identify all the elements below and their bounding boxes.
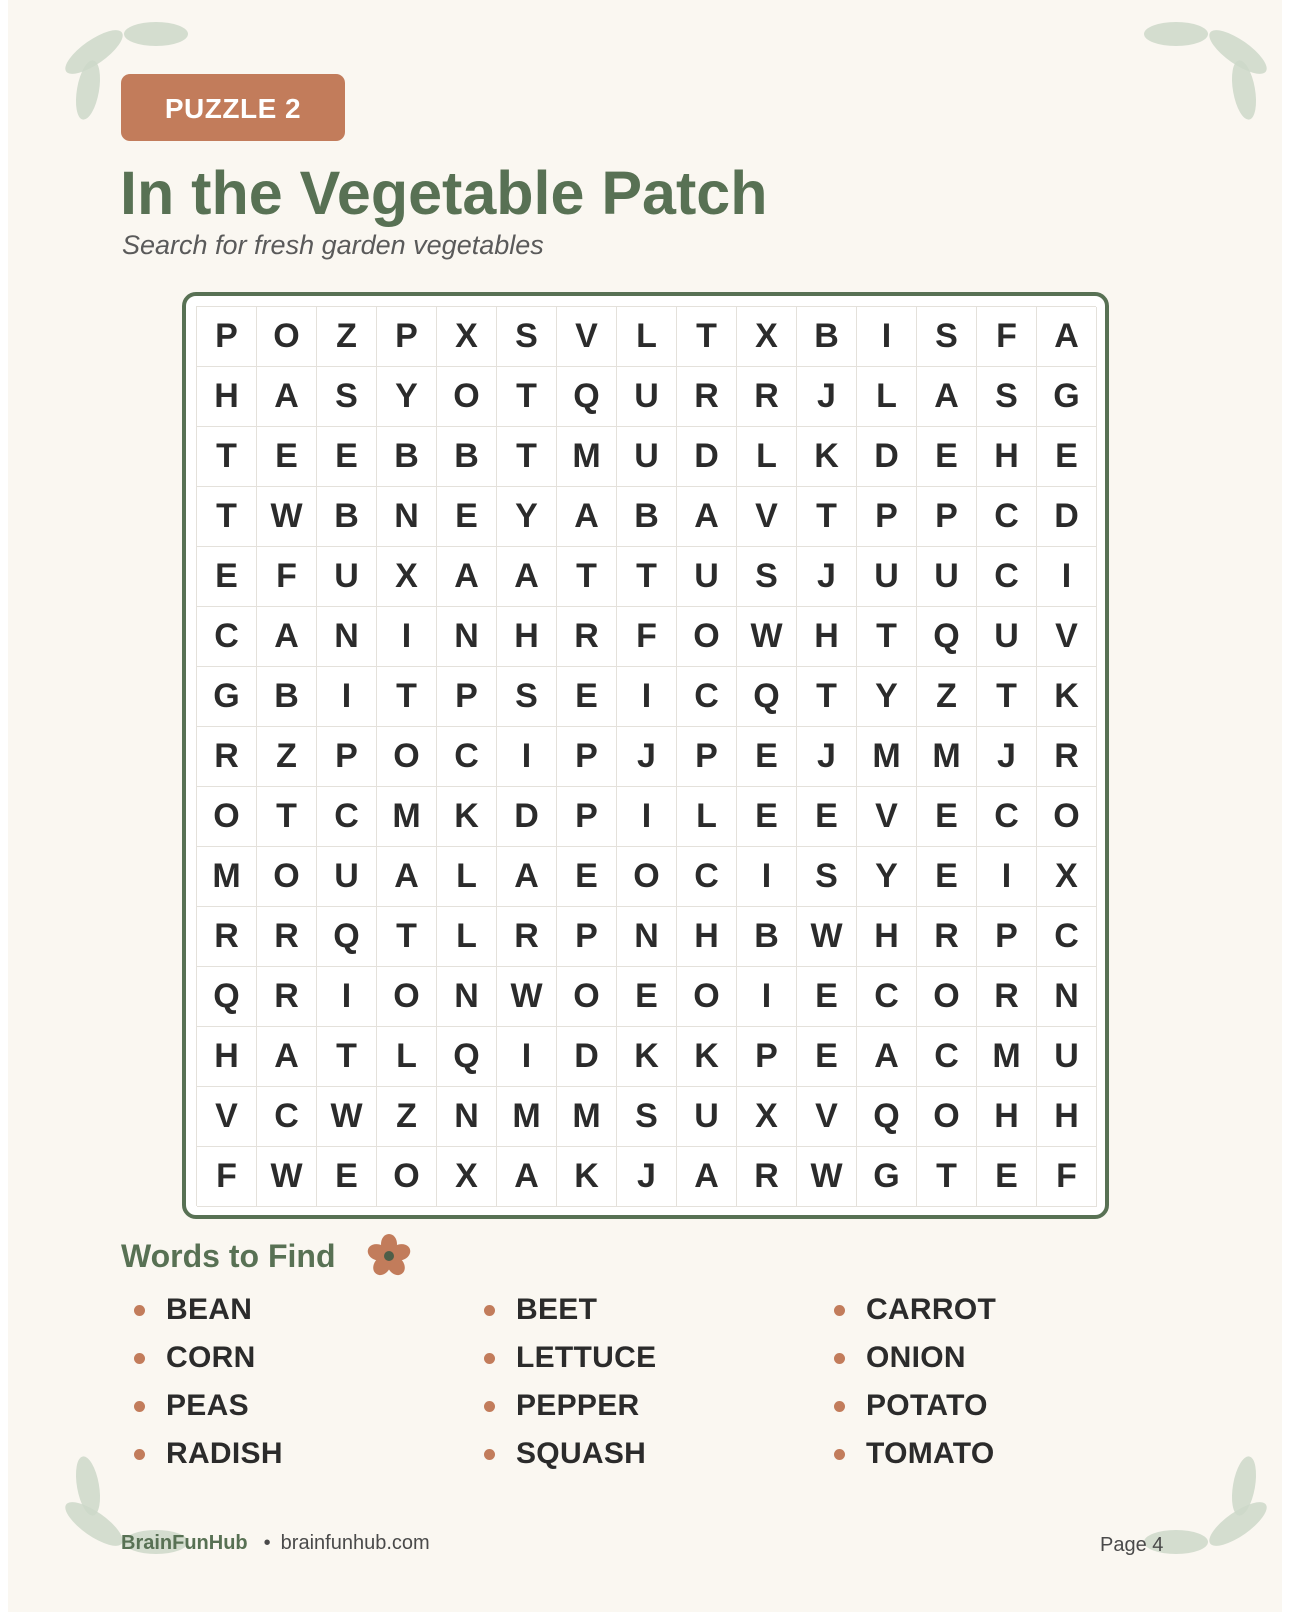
word-list-item [134, 1286, 484, 1334]
grid-cell: R [677, 367, 737, 427]
grid-cell: Q [317, 907, 377, 967]
grid-cell: L [737, 427, 797, 487]
grid-cell: R [497, 907, 557, 967]
grid-cell: I [737, 967, 797, 1027]
footer-separator: • [263, 1532, 271, 1554]
grid-cell: J [797, 727, 857, 787]
grid-cell: X [737, 307, 797, 367]
grid-cell: O [257, 847, 317, 907]
grid-cell: Q [437, 1027, 497, 1087]
grid-cell: E [917, 847, 977, 907]
grid-cell: W [317, 1087, 377, 1147]
flower-icon [366, 1233, 412, 1279]
grid-cell: J [797, 547, 857, 607]
grid-cell: B [257, 667, 317, 727]
grid-cell: Z [257, 727, 317, 787]
dot-bullet-icon [834, 1353, 845, 1364]
grid-cell: Y [497, 487, 557, 547]
grid-cell: A [257, 367, 317, 427]
grid-cell: S [977, 367, 1037, 427]
grid-cell: W [737, 607, 797, 667]
grid-cell: K [1037, 667, 1097, 727]
grid-cell: M [197, 847, 257, 907]
grid-cell: T [497, 367, 557, 427]
puzzle-number-badge: PUZZLE 2 [121, 74, 345, 141]
grid-cell: F [197, 1147, 257, 1207]
grid-cell: N [437, 967, 497, 1027]
dot-bullet-icon [484, 1305, 495, 1316]
grid-cell: P [917, 487, 977, 547]
grid-cell: O [677, 967, 737, 1027]
grid-cell: D [557, 1027, 617, 1087]
grid-cell: T [257, 787, 317, 847]
grid-cell: P [557, 907, 617, 967]
grid-cell: T [617, 547, 677, 607]
grid-cell: U [317, 847, 377, 907]
grid-cell: B [797, 307, 857, 367]
grid-cell: K [797, 427, 857, 487]
grid-cell: A [857, 1027, 917, 1087]
grid-cell: T [797, 487, 857, 547]
word-label: LETTUCE [516, 1341, 657, 1374]
grid-cell: U [1037, 1027, 1097, 1087]
grid-cell: O [197, 787, 257, 847]
grid-cell: V [857, 787, 917, 847]
grid-cell: L [857, 367, 917, 427]
grid-cell: P [557, 727, 617, 787]
grid-cell: T [197, 487, 257, 547]
grid-cell: B [437, 427, 497, 487]
dot-bullet-icon [834, 1401, 845, 1412]
grid-cell: J [617, 1147, 677, 1207]
grid-cell: T [197, 427, 257, 487]
word-label: BEET [516, 1293, 598, 1326]
grid-cell: M [497, 1087, 557, 1147]
grid-cell: T [917, 1147, 977, 1207]
grid-cell: I [617, 787, 677, 847]
footer-site: brainfunhub.com [280, 1532, 430, 1554]
grid-cell: O [377, 1147, 437, 1207]
grid-cell: L [377, 1027, 437, 1087]
word-list-item [134, 1430, 484, 1478]
grid-cell: C [437, 727, 497, 787]
grid-cell: P [677, 727, 737, 787]
grid-cell: N [617, 907, 677, 967]
word-list-item [134, 1334, 484, 1382]
grid-cell: H [977, 1087, 1037, 1147]
grid-cell: H [1037, 1087, 1097, 1147]
grid-cell: R [977, 967, 1037, 1027]
grid-cell: A [497, 847, 557, 907]
grid-cell: G [857, 1147, 917, 1207]
grid-cell: C [977, 547, 1037, 607]
grid-cell: A [437, 547, 497, 607]
word-list-item [484, 1382, 834, 1430]
grid-cell: W [257, 487, 317, 547]
grid-cell: B [737, 907, 797, 967]
grid-cell: O [257, 307, 317, 367]
grid-cell: I [497, 727, 557, 787]
grid-cell: Y [377, 367, 437, 427]
grid-cell: E [317, 1147, 377, 1207]
grid-cell: A [497, 1147, 557, 1207]
grid-cell: G [1037, 367, 1097, 427]
grid-cell: Z [917, 667, 977, 727]
grid-cell: N [437, 1087, 497, 1147]
grid-cell: O [917, 1087, 977, 1147]
grid-cell: B [617, 487, 677, 547]
grid-cell: X [437, 307, 497, 367]
grid-cell: S [917, 307, 977, 367]
grid-cell: N [1037, 967, 1097, 1027]
dot-bullet-icon [834, 1305, 845, 1316]
grid-cell: A [917, 367, 977, 427]
word-label: CORN [166, 1341, 256, 1374]
word-label: ONION [866, 1341, 966, 1374]
grid-cell: A [257, 1027, 317, 1087]
grid-cell: E [617, 967, 677, 1027]
grid-cell: X [437, 1147, 497, 1207]
grid-cell: D [677, 427, 737, 487]
grid-cell: D [497, 787, 557, 847]
leaf-sprig-icon [1120, 8, 1280, 128]
grid-cell: F [617, 607, 677, 667]
grid-cell: U [677, 1087, 737, 1147]
grid-cell: I [497, 1027, 557, 1087]
grid-cell: U [917, 547, 977, 607]
grid-cell: V [557, 307, 617, 367]
grid-cell: T [497, 427, 557, 487]
dot-bullet-icon [484, 1401, 495, 1412]
grid-cell: O [437, 367, 497, 427]
grid-cell: Q [917, 607, 977, 667]
grid-cell: T [377, 667, 437, 727]
word-list-item [134, 1382, 484, 1430]
grid-cell: A [677, 487, 737, 547]
grid-cell: E [977, 1147, 1037, 1207]
grid-cell: E [917, 787, 977, 847]
grid-cell: P [557, 787, 617, 847]
grid-cell: R [737, 1147, 797, 1207]
grid-cell: A [497, 547, 557, 607]
page-subtitle: Search for fresh garden vegetables [122, 230, 544, 260]
grid-cell: I [317, 967, 377, 1027]
grid-cell: I [977, 847, 1037, 907]
grid-cell: S [497, 667, 557, 727]
grid-cell: C [197, 607, 257, 667]
grid-cell: F [257, 547, 317, 607]
grid-cell: I [617, 667, 677, 727]
grid-cell: N [377, 487, 437, 547]
grid-cell: E [917, 427, 977, 487]
grid-cell: N [437, 607, 497, 667]
grid-cell: V [797, 1087, 857, 1147]
grid-cell: Q [737, 667, 797, 727]
grid-cell: E [737, 727, 797, 787]
grid-cell: R [737, 367, 797, 427]
grid-cell: Y [857, 667, 917, 727]
dot-bullet-icon [134, 1449, 145, 1460]
grid-cell: H [497, 607, 557, 667]
grid-cell: R [257, 907, 317, 967]
grid-cell: F [1037, 1147, 1097, 1207]
grid-cell: F [977, 307, 1037, 367]
grid-cell: P [377, 307, 437, 367]
grid-cell: I [377, 607, 437, 667]
grid-cell: P [317, 727, 377, 787]
grid-cell: E [437, 487, 497, 547]
grid-cell: T [977, 667, 1037, 727]
grid-cell: V [737, 487, 797, 547]
grid-cell: O [377, 967, 437, 1027]
grid-cell: R [557, 607, 617, 667]
dot-bullet-icon [134, 1305, 145, 1316]
grid-cell: W [797, 1147, 857, 1207]
grid-cell: I [857, 307, 917, 367]
grid-cell: P [977, 907, 1037, 967]
word-list [134, 1286, 1194, 1486]
grid-cell: U [677, 547, 737, 607]
grid-cell: M [917, 727, 977, 787]
grid-cell: S [617, 1087, 677, 1147]
grid-cell: X [377, 547, 437, 607]
word-list-item [834, 1430, 1184, 1478]
grid-cell: H [197, 367, 257, 427]
grid-cell: A [377, 847, 437, 907]
grid-cell: S [317, 367, 377, 427]
grid-cell: J [977, 727, 1037, 787]
grid-cell: O [617, 847, 677, 907]
grid-cell: A [1037, 307, 1097, 367]
grid-cell: M [977, 1027, 1037, 1087]
grid-cell: M [857, 727, 917, 787]
dot-bullet-icon [834, 1449, 845, 1460]
grid-cell: P [197, 307, 257, 367]
grid-cell: M [377, 787, 437, 847]
grid-cell: T [677, 307, 737, 367]
word-list-item [834, 1334, 1184, 1382]
grid-cell: E [317, 427, 377, 487]
grid-cell: U [977, 607, 1037, 667]
grid-cell: J [797, 367, 857, 427]
grid-cell: U [617, 367, 677, 427]
grid-cell: A [557, 487, 617, 547]
grid-cell: E [557, 847, 617, 907]
word-label: RADISH [166, 1437, 283, 1470]
grid-cell: O [1037, 787, 1097, 847]
grid-cell: E [197, 547, 257, 607]
grid-cell: T [317, 1027, 377, 1087]
word-list-item [484, 1334, 834, 1382]
grid-cell: J [617, 727, 677, 787]
word-label: SQUASH [516, 1437, 647, 1470]
grid-cell: E [797, 787, 857, 847]
grid-cell: A [257, 607, 317, 667]
footer [121, 1530, 430, 1556]
grid-cell: P [737, 1027, 797, 1087]
word-label: PEPPER [516, 1389, 640, 1422]
grid-cell: C [857, 967, 917, 1027]
grid-cell: X [1037, 847, 1097, 907]
grid-cell: C [917, 1027, 977, 1087]
grid-cell: O [377, 727, 437, 787]
dot-bullet-icon [134, 1353, 145, 1364]
grid-cell: T [377, 907, 437, 967]
grid-cell: K [437, 787, 497, 847]
grid-cell: R [1037, 727, 1097, 787]
grid-cell: S [497, 307, 557, 367]
grid-cell: H [977, 427, 1037, 487]
grid-cell: C [977, 787, 1037, 847]
grid-cell: I [1037, 547, 1097, 607]
grid-cell: Y [857, 847, 917, 907]
grid-cell: T [557, 547, 617, 607]
grid-cell: V [1037, 607, 1097, 667]
grid-cell: E [797, 967, 857, 1027]
grid-cell: N [317, 607, 377, 667]
word-search-frame [182, 292, 1109, 1219]
word-label: POTATO [866, 1389, 988, 1422]
grid-cell: L [677, 787, 737, 847]
grid-cell: Z [317, 307, 377, 367]
grid-cell: R [257, 967, 317, 1027]
grid-cell: U [617, 427, 677, 487]
word-label: BEAN [166, 1293, 253, 1326]
grid-cell: T [857, 607, 917, 667]
grid-cell: R [197, 727, 257, 787]
grid-cell: R [917, 907, 977, 967]
grid-cell: G [197, 667, 257, 727]
grid-cell: L [437, 847, 497, 907]
grid-cell: W [797, 907, 857, 967]
grid-cell: O [917, 967, 977, 1027]
word-label: PEAS [166, 1389, 249, 1422]
grid-cell: W [257, 1147, 317, 1207]
word-list-item [834, 1382, 1184, 1430]
grid-cell: E [1037, 427, 1097, 487]
grid-cell: C [677, 667, 737, 727]
grid-cell: K [557, 1147, 617, 1207]
grid-cell: E [257, 427, 317, 487]
word-search-grid [196, 306, 1096, 1206]
grid-cell: U [857, 547, 917, 607]
grid-cell: Q [557, 367, 617, 427]
grid-cell: W [497, 967, 557, 1027]
grid-cell: I [317, 667, 377, 727]
grid-cell: H [677, 907, 737, 967]
grid-cell: A [677, 1147, 737, 1207]
word-label: TOMATO [866, 1437, 995, 1470]
grid-cell: S [797, 847, 857, 907]
grid-cell: Z [377, 1087, 437, 1147]
footer-brand: BrainFunHub [121, 1532, 248, 1554]
grid-cell: S [737, 547, 797, 607]
grid-cell: P [857, 487, 917, 547]
word-list-item [484, 1286, 834, 1334]
word-list-item [484, 1430, 834, 1478]
words-to-find-heading: Words to Find [121, 1238, 336, 1274]
page-number: Page 4 [1100, 1534, 1164, 1556]
grid-cell: E [797, 1027, 857, 1087]
grid-cell: R [197, 907, 257, 967]
grid-cell: Q [197, 967, 257, 1027]
grid-cell: M [557, 1087, 617, 1147]
word-label: CARROT [866, 1293, 997, 1326]
grid-cell: L [617, 307, 677, 367]
grid-cell: C [677, 847, 737, 907]
grid-cell: L [437, 907, 497, 967]
grid-cell: Q [857, 1087, 917, 1147]
grid-cell: D [1037, 487, 1097, 547]
grid-cell: D [857, 427, 917, 487]
dot-bullet-icon [484, 1353, 495, 1364]
grid-cell: O [557, 967, 617, 1027]
grid-cell: B [317, 487, 377, 547]
grid-cell: M [557, 427, 617, 487]
word-list-item [834, 1286, 1184, 1334]
grid-cell: P [437, 667, 497, 727]
grid-cell: K [617, 1027, 677, 1087]
grid-cell: U [317, 547, 377, 607]
grid-cell: V [197, 1087, 257, 1147]
grid-cell: C [1037, 907, 1097, 967]
grid-cell: K [677, 1027, 737, 1087]
grid-cell: X [737, 1087, 797, 1147]
grid-cell: E [557, 667, 617, 727]
dot-bullet-icon [484, 1449, 495, 1460]
grid-cell: H [857, 907, 917, 967]
grid-cell: H [197, 1027, 257, 1087]
grid-cell: T [797, 667, 857, 727]
grid-cell: H [797, 607, 857, 667]
grid-cell: C [977, 487, 1037, 547]
grid-cell: C [257, 1087, 317, 1147]
grid-cell: C [317, 787, 377, 847]
grid-cell: O [677, 607, 737, 667]
grid-cell: E [737, 787, 797, 847]
dot-bullet-icon [134, 1401, 145, 1412]
grid-cell: I [737, 847, 797, 907]
page-title: In the Vegetable Patch [120, 159, 768, 227]
grid-cell: B [377, 427, 437, 487]
